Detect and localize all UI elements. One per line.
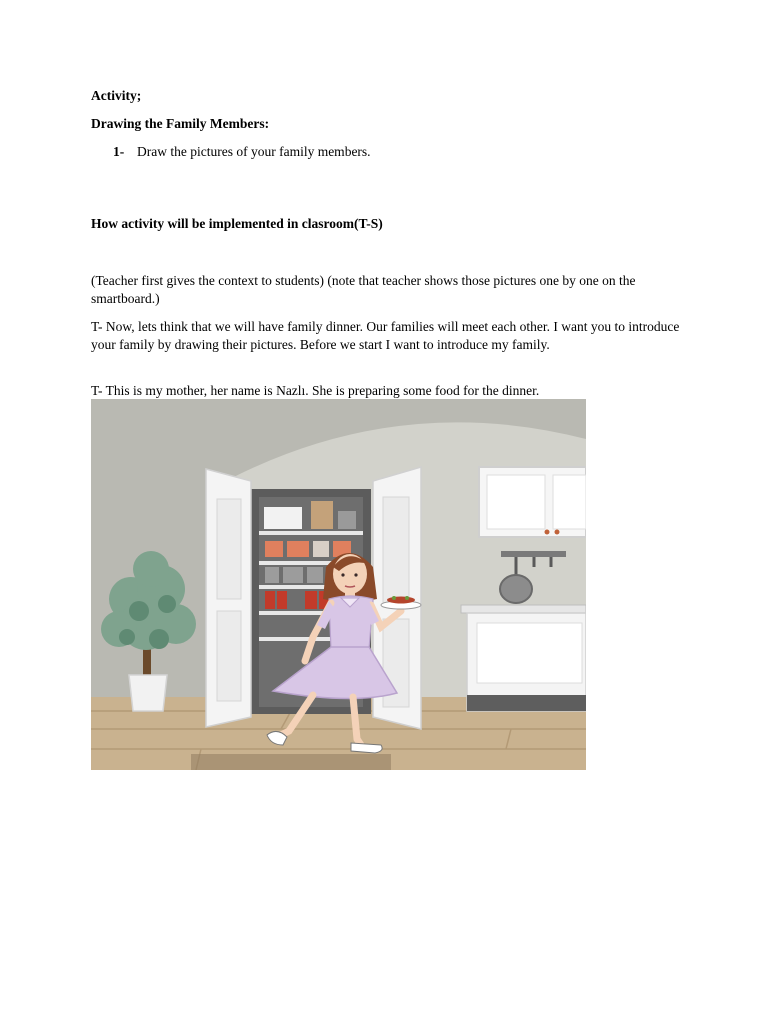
activity-heading: Activity; [91,88,142,103]
list-item [113,143,713,161]
implementation-heading: How activity will be implemented in clasroom(T-S) [91,216,383,231]
paragraph-dinner: T- Now, lets think that we will have family dinner. Our families will meet each other. I want you to introduce your family by drawing their pictures. Before we start I want to introduce my family. [91,319,680,352]
list-text: Draw the pictures of your family members. [137,144,371,159]
list-number: 1- [113,144,125,159]
paragraph-mother: T- This is my mother, her name is Nazlı. She is preparing some food for the dinner. [91,383,540,398]
paragraph-context: (Teacher first gives the context to students) (note that teacher shows those pictures one by one on the smartboard.) [91,273,636,306]
drawing-heading: Drawing the Family Members: [91,116,270,131]
kitchen-illustration [91,399,586,770]
